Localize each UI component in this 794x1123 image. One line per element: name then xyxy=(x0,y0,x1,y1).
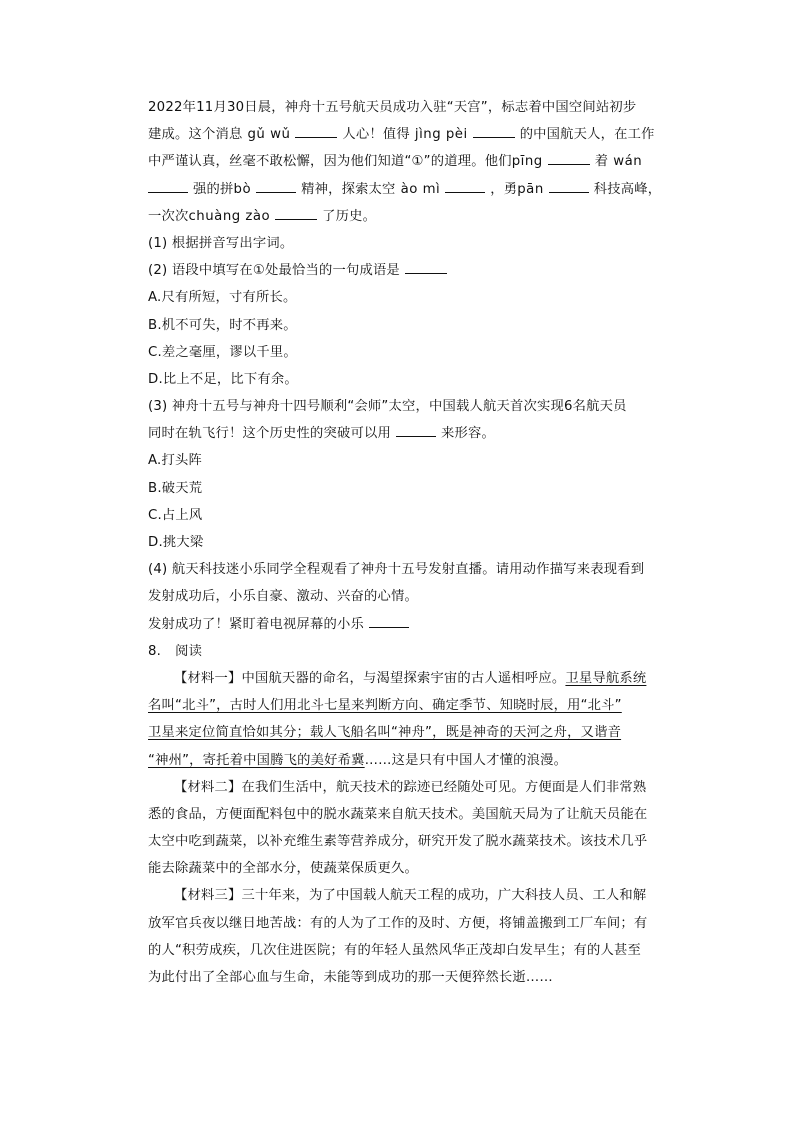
material-text: 【材料一】中国航天器的命名，与渴望探索宇宙的古人遥相呼应。 xyxy=(174,670,566,686)
material-text: 【材料三】三十年来，为了中国载人航天工程的成功，广大科技人员、工人和解 xyxy=(174,888,647,904)
q2-option-b[interactable] xyxy=(148,312,668,339)
question-2 xyxy=(148,257,668,284)
material-text: 悉的食品，方便面配料包中的脱水蔬菜来自航天技术。美国航天局为了让航天员能在 xyxy=(148,806,648,822)
passage-text: 精神，探索太空 xyxy=(301,181,396,197)
pinyin-prompt: ào mì xyxy=(400,181,441,197)
passage-text: 人心！值得 xyxy=(342,127,410,143)
pinyin-prompt: jìng pèi xyxy=(414,127,468,143)
passage-text: 了历史。 xyxy=(322,208,377,224)
underlined-text: 卫星导航系统 xyxy=(565,670,647,686)
material-text: 的人“积劳成疾，几次住进医院；有的年轻人虽然风华正茂却白发早生；有的人甚至 xyxy=(148,942,641,958)
question-1 xyxy=(148,230,668,257)
question-3-cont xyxy=(148,420,668,447)
question-3 xyxy=(148,393,668,420)
material-text: 放军官兵夜以继日地苦战：有的人为了工作的及时、方便，将铺盖搬到工厂车间；有 xyxy=(148,915,648,931)
answer-blank[interactable] xyxy=(445,178,485,193)
answer-blank[interactable] xyxy=(548,150,590,165)
underlined-text: 名叫“北斗”，古时人们用北斗七星来判断方向、确定季节、知晓时辰，用“北斗” xyxy=(148,698,622,714)
passage-line-5 xyxy=(148,203,668,230)
section-8-heading xyxy=(148,638,668,665)
section-number: 8. xyxy=(148,643,162,659)
material-text: 为此付出了全部心血与生命，未能等到成功的那一天便猝然长逝…… xyxy=(148,970,553,985)
material-text: 能去除蔬菜中的全部水分，使蔬菜保质更久。 xyxy=(148,861,418,877)
passage-text: ，勇 xyxy=(490,181,518,197)
answer-lead: 发射成功了！紧盯着电视屏幕的小乐 xyxy=(148,616,364,632)
material-2-line-2 xyxy=(148,801,668,828)
document-page xyxy=(148,94,668,991)
pinyin-prompt: pān xyxy=(517,181,544,197)
option-text: D.比上不足，比下有余。 xyxy=(148,371,298,387)
passage-text: 的中国航天人，在工作 xyxy=(519,127,655,143)
material-1-line-4 xyxy=(148,747,668,774)
material-3-line-4 xyxy=(148,964,668,991)
q2-option-c[interactable] xyxy=(148,339,668,366)
passage-text: 一次次 xyxy=(148,208,189,224)
q3-option-a[interactable] xyxy=(148,447,668,474)
question-stem: (3) 神舟十五号与神舟十四号顺利“会师”太空，中国载人航天首次实现6名航天员 xyxy=(148,399,627,415)
option-text: C.占上风 xyxy=(148,507,203,523)
option-text: C.差之毫厘，谬以千里。 xyxy=(148,344,297,360)
material-1-line-3 xyxy=(148,719,668,746)
answer-blank[interactable] xyxy=(396,422,436,437)
material-text: 【材料二】在我们生活中，航天技术的踪迹已经随处可见。方便面是人们非常熟 xyxy=(174,779,647,795)
question-stem: (1) 根据拼音写出字词。 xyxy=(148,235,294,251)
material-3-line-2 xyxy=(148,910,668,937)
material-2-line-4 xyxy=(148,855,668,882)
question-stem: 同时在轨飞行！这个历史性的突破可以用 xyxy=(148,426,391,442)
answer-blank[interactable] xyxy=(295,123,337,138)
passage-text: 建成。这个消息 xyxy=(148,127,243,143)
passage-text: 2022年11月30日晨，神舟十五号航天员成功入驻“天宫”，标志着中国空间站初步 xyxy=(148,100,637,115)
passage-text: 着 xyxy=(594,154,609,170)
answer-blank[interactable] xyxy=(549,178,589,193)
material-2-line-3 xyxy=(148,828,668,855)
material-text: 太空中吃到蔬菜，以补充维生素等营养成分，研究开发了脱水蔬菜技术。该技术几乎 xyxy=(148,834,648,850)
q3-option-d[interactable] xyxy=(148,529,668,556)
option-text: A.打头阵 xyxy=(148,453,202,469)
passage-text: 强的拼 xyxy=(193,181,234,197)
question-4-answer xyxy=(148,611,668,638)
answer-blank[interactable] xyxy=(148,178,188,193)
q3-option-c[interactable] xyxy=(148,502,668,529)
option-text: B.机不可失，时不再来。 xyxy=(148,317,297,333)
pinyin-prompt: bò xyxy=(233,181,252,197)
material-2-line-1 xyxy=(148,774,668,801)
passage-line-4 xyxy=(148,176,668,203)
pinyin-prompt: chuàng zào xyxy=(188,208,271,224)
passage-line-2 xyxy=(148,121,668,148)
underlined-text: 卫星来定位简直恰如其分；载人飞船名叫“神舟”，既是神奇的天河之舟，又谐音 xyxy=(148,725,622,741)
question-stem: (4) 航天科技迷小乐同学全程观看了神舟十五号发射直播。请用动作描写来表现看到 xyxy=(148,562,645,578)
q3-option-b[interactable] xyxy=(148,475,668,502)
question-stem: 发射成功后，小乐自豪、激动、兴奋的心情。 xyxy=(148,589,418,605)
pinyin-prompt: wán xyxy=(613,154,643,170)
material-3-line-3 xyxy=(148,937,668,964)
answer-blank[interactable] xyxy=(473,123,515,138)
passage-text: 中严谨认真，丝毫不敢松懈，因为他们知道“①”的道理。他们 xyxy=(148,154,512,170)
option-text: A.尺有所短，寸有所长。 xyxy=(148,290,297,306)
passage-text: 科技高峰， xyxy=(593,181,662,197)
passage-line-1 xyxy=(148,94,668,121)
q2-option-a[interactable] xyxy=(148,284,668,311)
option-text: D.挑大梁 xyxy=(148,535,204,550)
answer-blank[interactable] xyxy=(275,205,317,220)
section-title: 阅读 xyxy=(175,643,203,659)
answer-blank[interactable] xyxy=(405,259,447,274)
option-text: B.破天荒 xyxy=(148,480,203,496)
question-4-cont xyxy=(148,583,668,610)
question-stem: 来形容。 xyxy=(440,426,495,442)
material-1-line-1 xyxy=(148,665,668,692)
material-1-line-2 xyxy=(148,692,668,719)
question-stem: (2) 语段中填写在①处最恰当的一句成语是 xyxy=(148,263,400,279)
material-text: ……这是只有中国人才懂的浪漫。 xyxy=(364,752,568,768)
pinyin-prompt: pīng xyxy=(511,154,543,170)
underlined-text: “神州”，寄托着中国腾飞的美好希冀 xyxy=(148,752,365,768)
answer-blank[interactable] xyxy=(256,178,296,193)
q2-option-d[interactable] xyxy=(148,366,668,393)
answer-blank[interactable] xyxy=(369,613,409,628)
passage-line-3 xyxy=(148,148,668,175)
material-3-line-1 xyxy=(148,882,668,909)
pinyin-prompt: gǔ wǔ xyxy=(247,127,291,143)
question-4 xyxy=(148,556,668,583)
